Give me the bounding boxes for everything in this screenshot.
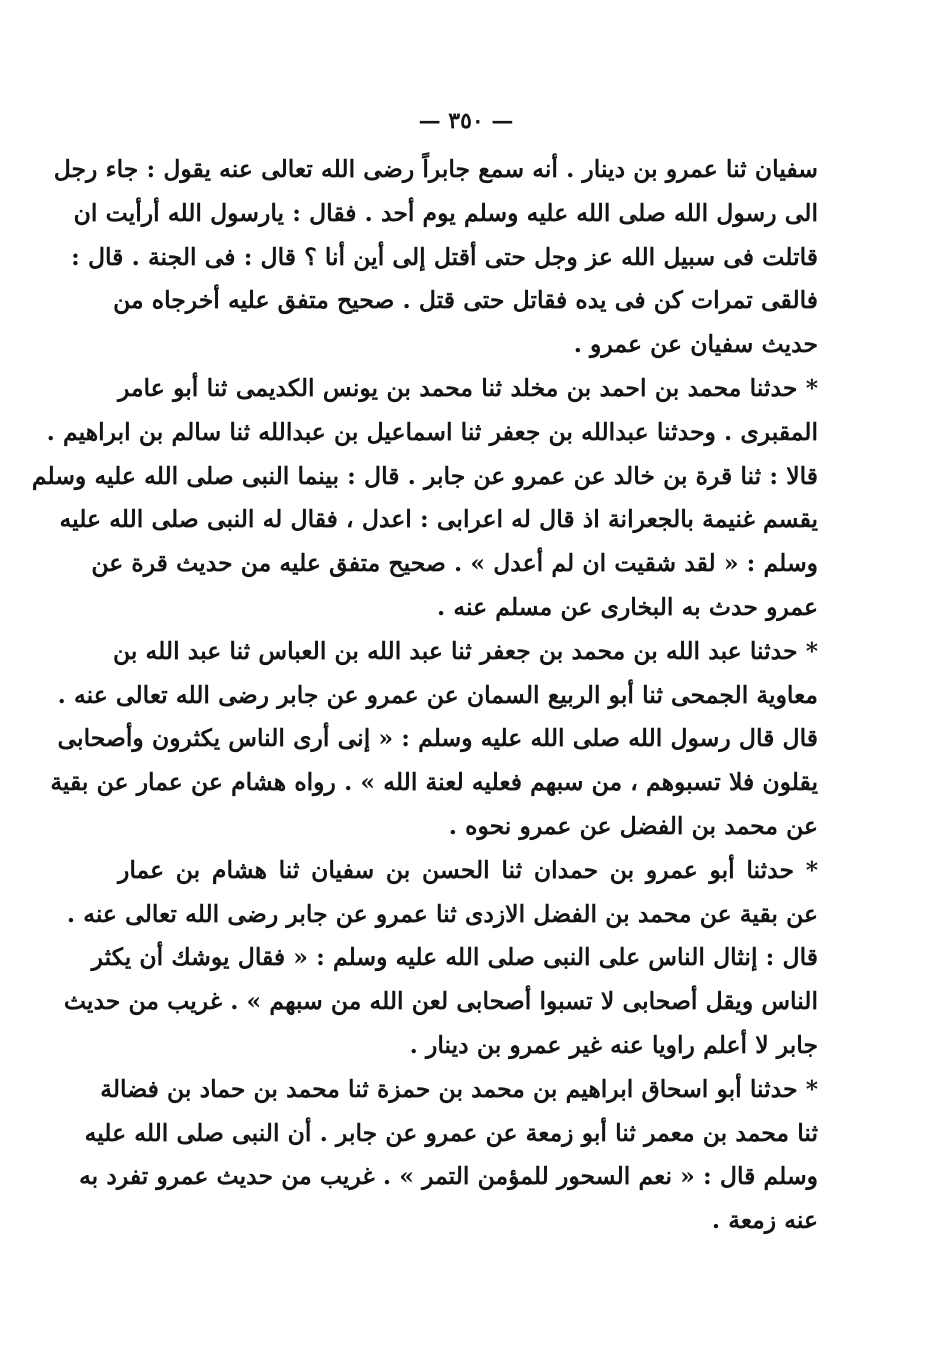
text-line: قال قال رسول الله صلى الله عليه وسلم : « إنى أرى الناس يكثرون وأصحابى	[57, 724, 818, 753]
text-line: عن بقية عن محمد بن الفضل الازدى ثنا عمرو عن جابر رضى الله تعالى عنه .	[66, 899, 818, 928]
text-line: يقسم غنيمة بالجعرانة اذ قال له اعرابى : اعدل ، فقال له النبى صلى الله عليه	[59, 505, 818, 534]
text-line: قالا : ثنا قرة بن خالد عن عمرو عن جابر . قال : بينما النبى صلى الله عليه وسلم	[31, 461, 818, 490]
text-line: عنه زمعة .	[711, 1206, 818, 1235]
text-line: سفيان ثنا عمرو بن دينار . أنه سمع جابراً رضى الله تعالى عنه يقول : جاء رجل	[53, 155, 818, 183]
text-line: وسلم قال : « نعم السحور للمؤمن التمر » . غريب من حديث عمرو تفرد به	[79, 1162, 818, 1191]
text-line: جابر لا أعلم راويا عنه غير عمرو بن دينار .	[409, 1030, 818, 1059]
text-line: ثنا محمد بن معمر ثنا أبو زمعة عن عمرو عن جابر . أن النبى صلى الله عليه	[84, 1118, 818, 1147]
text-line: * حدثنا محمد بن احمد بن مخلد ثنا محمد بن يونس الكديمى ثنا أبو عامر	[118, 373, 818, 402]
text-line: الى رسول الله صلى الله عليه وسلم يوم أحد . فقال : يارسول الله أرأيت ان	[73, 198, 818, 227]
text-line: يقلون فلا تسبوهم ، من سبهم فعليه لعنة الله » . رواه هشام عن عمار عن بقية	[50, 768, 818, 797]
text-line: * حدثنا أبو عمرو بن حمدان ثنا الحسن بن سفيان ثنا هشام بن عمار	[118, 855, 818, 884]
text-line: * حدثنا عبد الله بن محمد بن جعفر ثنا عبد الله بن العباس ثنا عبد الله بن	[112, 636, 818, 665]
text-line: قال : إنثال الناس على النبى صلى الله عليه وسلم : « فقال يوشك أن يكثر	[91, 943, 818, 972]
text-line: قاتلت فى سبيل الله عز وجل حتى أقتل إلى أين أنا ؟ قال : فى الجنة . قال :	[71, 242, 818, 271]
text-line: الناس ويقل أصحابى لا تسبوا أصحابى لعن الله من سبهم » . غريب من حديث	[63, 987, 818, 1016]
text-line: وسلم : « لقد شقيت ان لم أعدل » . صحيح متفق عليه من حديث قرة عن	[91, 549, 818, 578]
text-line: معاوية الجمحى ثنا أبو الربيع السمان عن عمرو عن جابر رضى الله تعالى عنه .	[57, 680, 818, 709]
text-line: فالقى تمرات كن فى يده فقاتل حتى قتل . صحيح متفق عليه أخرجاه من	[113, 286, 818, 315]
text-line: حديث سفيان عن عمرو .	[573, 330, 818, 359]
text-line: * حدثنا أبو اسحاق ابراهيم بن محمد بن حمزة ثنا محمد بن حماد بن فضالة	[100, 1074, 818, 1103]
body-text	[31, 148, 818, 1243]
text-line: عن محمد بن الفضل عن عمرو نحوه .	[448, 811, 818, 840]
text-line: عمرو حدث به البخارى عن مسلم عنه .	[437, 592, 818, 621]
text-line: المقبرى . وحدثنا عبدالله بن جعفر ثنا اسماعيل بن عبدالله ثنا سالم بن ابراهيم .	[46, 417, 818, 446]
page-number: — ٣٥٠ —	[418, 108, 514, 134]
